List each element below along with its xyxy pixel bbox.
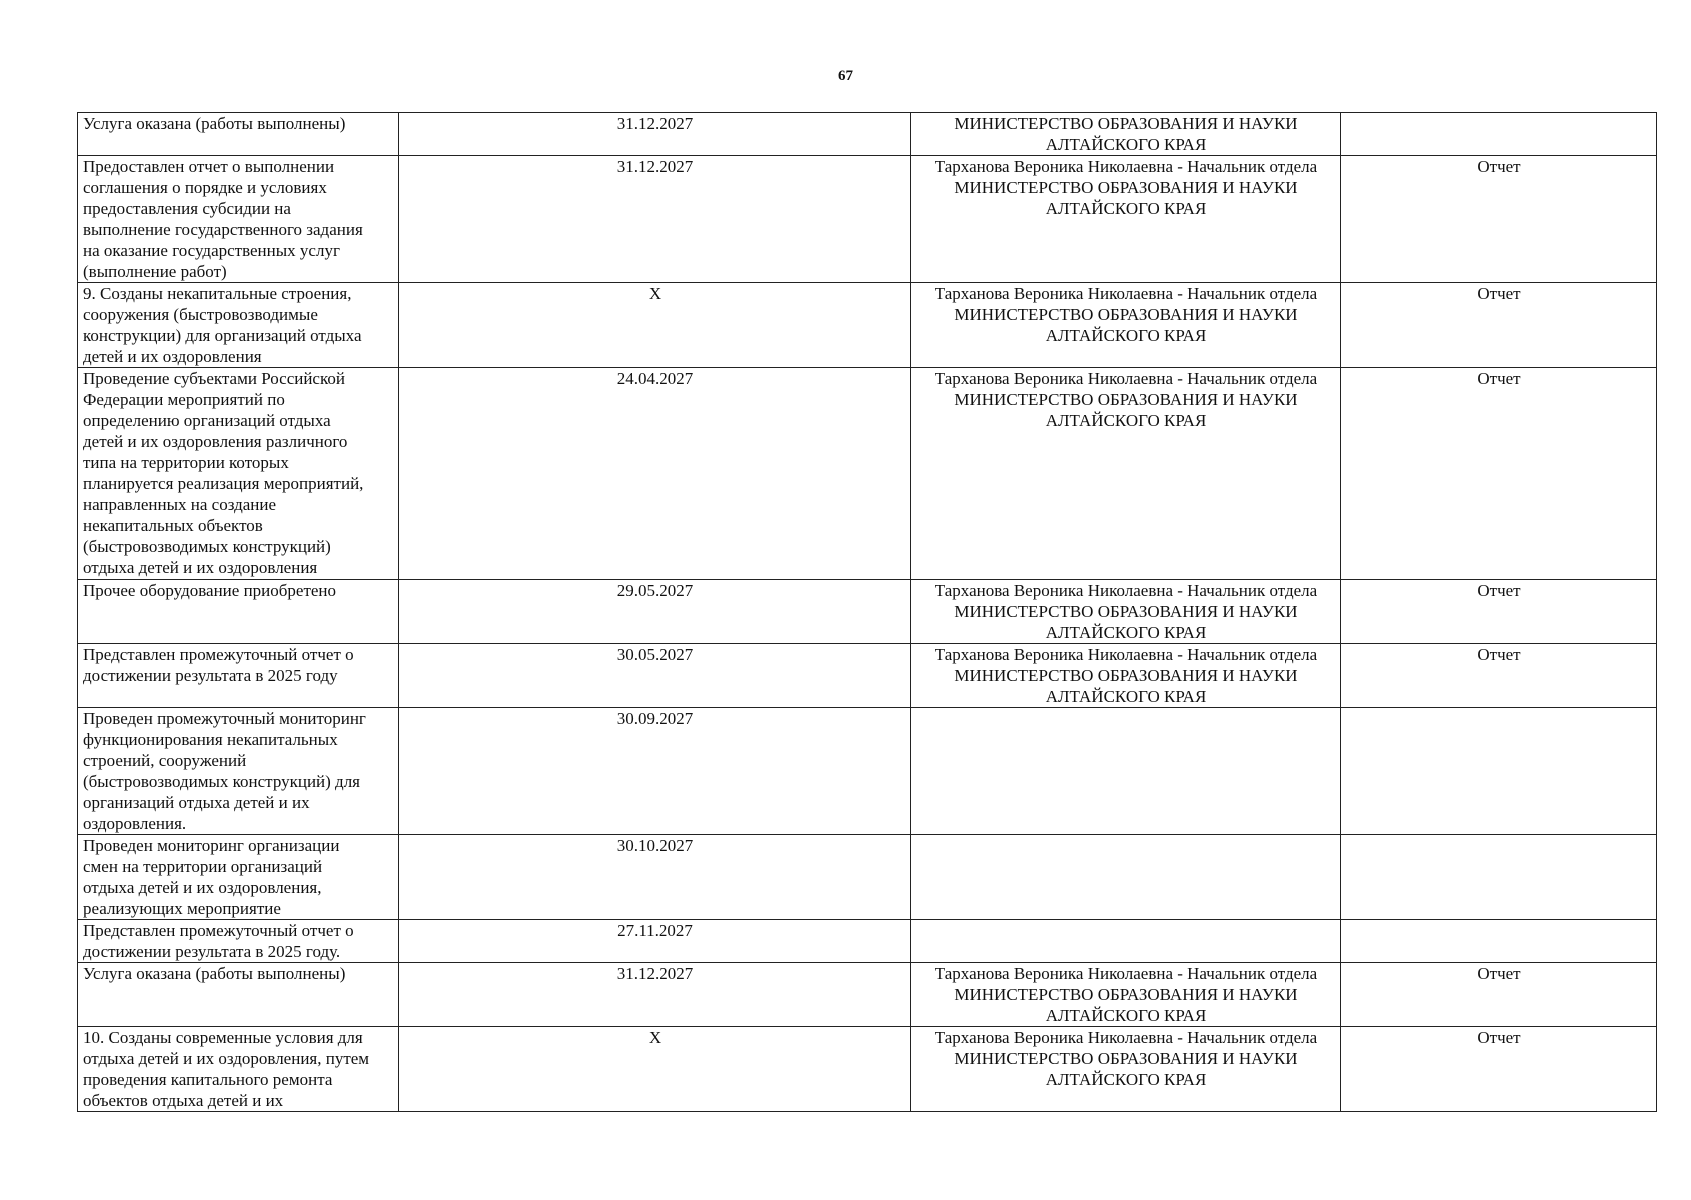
cell-responsible: Тарханова Вероника Николаевна - Начальник отдела МИНИСТЕРСТВО ОБРАЗОВАНИЯ И НАУКИ АЛТАЙСКОГО КРАЯ xyxy=(911,283,1341,368)
cell-responsible: Тарханова Вероника Николаевна - Начальник отдела МИНИСТЕРСТВО ОБРАЗОВАНИЯ И НАУКИ АЛТАЙСКОГО КРАЯ xyxy=(911,580,1341,644)
cell-document: Отчет xyxy=(1341,644,1657,708)
cell-description: Услуга оказана (работы выполнены) xyxy=(78,963,399,1027)
cell-responsible xyxy=(911,920,1341,963)
cell-date: 31.12.2027 xyxy=(399,963,911,1027)
cell-date: X xyxy=(399,283,911,368)
cell-document: Отчет xyxy=(1341,580,1657,644)
cell-description: Представлен промежуточный отчет о достижении результата в 2025 году xyxy=(78,644,399,708)
cell-responsible: МИНИСТЕРСТВО ОБРАЗОВАНИЯ И НАУКИ АЛТАЙСКОГО КРАЯ xyxy=(911,113,1341,156)
cell-responsible xyxy=(911,708,1341,835)
cell-document xyxy=(1341,113,1657,156)
cell-date: 31.12.2027 xyxy=(399,113,911,156)
cell-document: Отчет xyxy=(1341,283,1657,368)
cell-responsible: Тарханова Вероника Николаевна - Начальник отдела МИНИСТЕРСТВО ОБРАЗОВАНИЯ И НАУКИ АЛТАЙСКОГО КРАЯ xyxy=(911,963,1341,1027)
cell-responsible: Тарханова Вероника Николаевна - Начальник отдела МИНИСТЕРСТВО ОБРАЗОВАНИЯ И НАУКИ АЛТАЙСКОГО КРАЯ xyxy=(911,1027,1341,1112)
table-row xyxy=(78,835,1657,920)
table-row xyxy=(78,920,1657,963)
table-row xyxy=(78,644,1657,708)
cell-date: 30.10.2027 xyxy=(399,835,911,920)
cell-date: 30.05.2027 xyxy=(399,644,911,708)
cell-document: Отчет xyxy=(1341,368,1657,580)
cell-date: 29.05.2027 xyxy=(399,580,911,644)
cell-description: Предоставлен отчет о выполнении соглашения о порядке и условиях предоставления субсидии на выполнение государственного задания на оказание государственных услуг (выполнение работ) xyxy=(78,156,399,283)
cell-responsible xyxy=(911,835,1341,920)
cell-date: 31.12.2027 xyxy=(399,156,911,283)
cell-description: Представлен промежуточный отчет о достижении результата в 2025 году. xyxy=(78,920,399,963)
table-row xyxy=(78,283,1657,368)
cell-responsible: Тарханова Вероника Николаевна - Начальник отдела МИНИСТЕРСТВО ОБРАЗОВАНИЯ И НАУКИ АЛТАЙСКОГО КРАЯ xyxy=(911,156,1341,283)
cell-description: Проведен мониторинг организации смен на территории организаций отдыха детей и их оздоровления, реализующих мероприятие xyxy=(78,835,399,920)
table-row xyxy=(78,113,1657,156)
cell-document: Отчет xyxy=(1341,963,1657,1027)
cell-document: Отчет xyxy=(1341,156,1657,283)
cell-document xyxy=(1341,920,1657,963)
cell-document xyxy=(1341,835,1657,920)
cell-responsible: Тарханова Вероника Николаевна - Начальник отдела МИНИСТЕРСТВО ОБРАЗОВАНИЯ И НАУКИ АЛТАЙСКОГО КРАЯ xyxy=(911,368,1341,580)
table-row xyxy=(78,580,1657,644)
cell-document xyxy=(1341,708,1657,835)
cell-description: 9. Созданы некапитальные строения, сооружения (быстровозводимые конструкции) для организаций отдыха детей и их оздоровления xyxy=(78,283,399,368)
cell-description: Прочее оборудование приобретено xyxy=(78,580,399,644)
cell-responsible: Тарханова Вероника Николаевна - Начальник отдела МИНИСТЕРСТВО ОБРАЗОВАНИЯ И НАУКИ АЛТАЙСКОГО КРАЯ xyxy=(911,644,1341,708)
table-row xyxy=(78,1027,1657,1112)
cell-date: X xyxy=(399,1027,911,1112)
cell-description: Услуга оказана (работы выполнены) xyxy=(78,113,399,156)
table-row xyxy=(78,708,1657,835)
cell-description: 10. Созданы современные условия для отдыха детей и их оздоровления, путем проведения капитального ремонта объектов отдыха детей и их xyxy=(78,1027,399,1112)
cell-date: 27.11.2027 xyxy=(399,920,911,963)
table-row xyxy=(78,368,1657,580)
plan-table xyxy=(77,112,1657,1112)
page-number: 67 xyxy=(838,68,853,84)
cell-description: Проведение субъектами Российской Федерации мероприятий по определению организаций отдыха детей и их оздоровления различного типа на территории которых планируется реализация мероприятий, направленных на создание некапитальных объектов (быстровозводимых конструкций) отдыха детей и их оздоровления xyxy=(78,368,399,580)
cell-date: 30.09.2027 xyxy=(399,708,911,835)
table-row xyxy=(78,156,1657,283)
cell-document: Отчет xyxy=(1341,1027,1657,1112)
cell-description: Проведен промежуточный мониторинг функционирования некапитальных строений, сооружений (быстровозводимых конструкций) для организаций отдыха детей и их оздоровления. xyxy=(78,708,399,835)
table-row xyxy=(78,963,1657,1027)
cell-date: 24.04.2027 xyxy=(399,368,911,580)
